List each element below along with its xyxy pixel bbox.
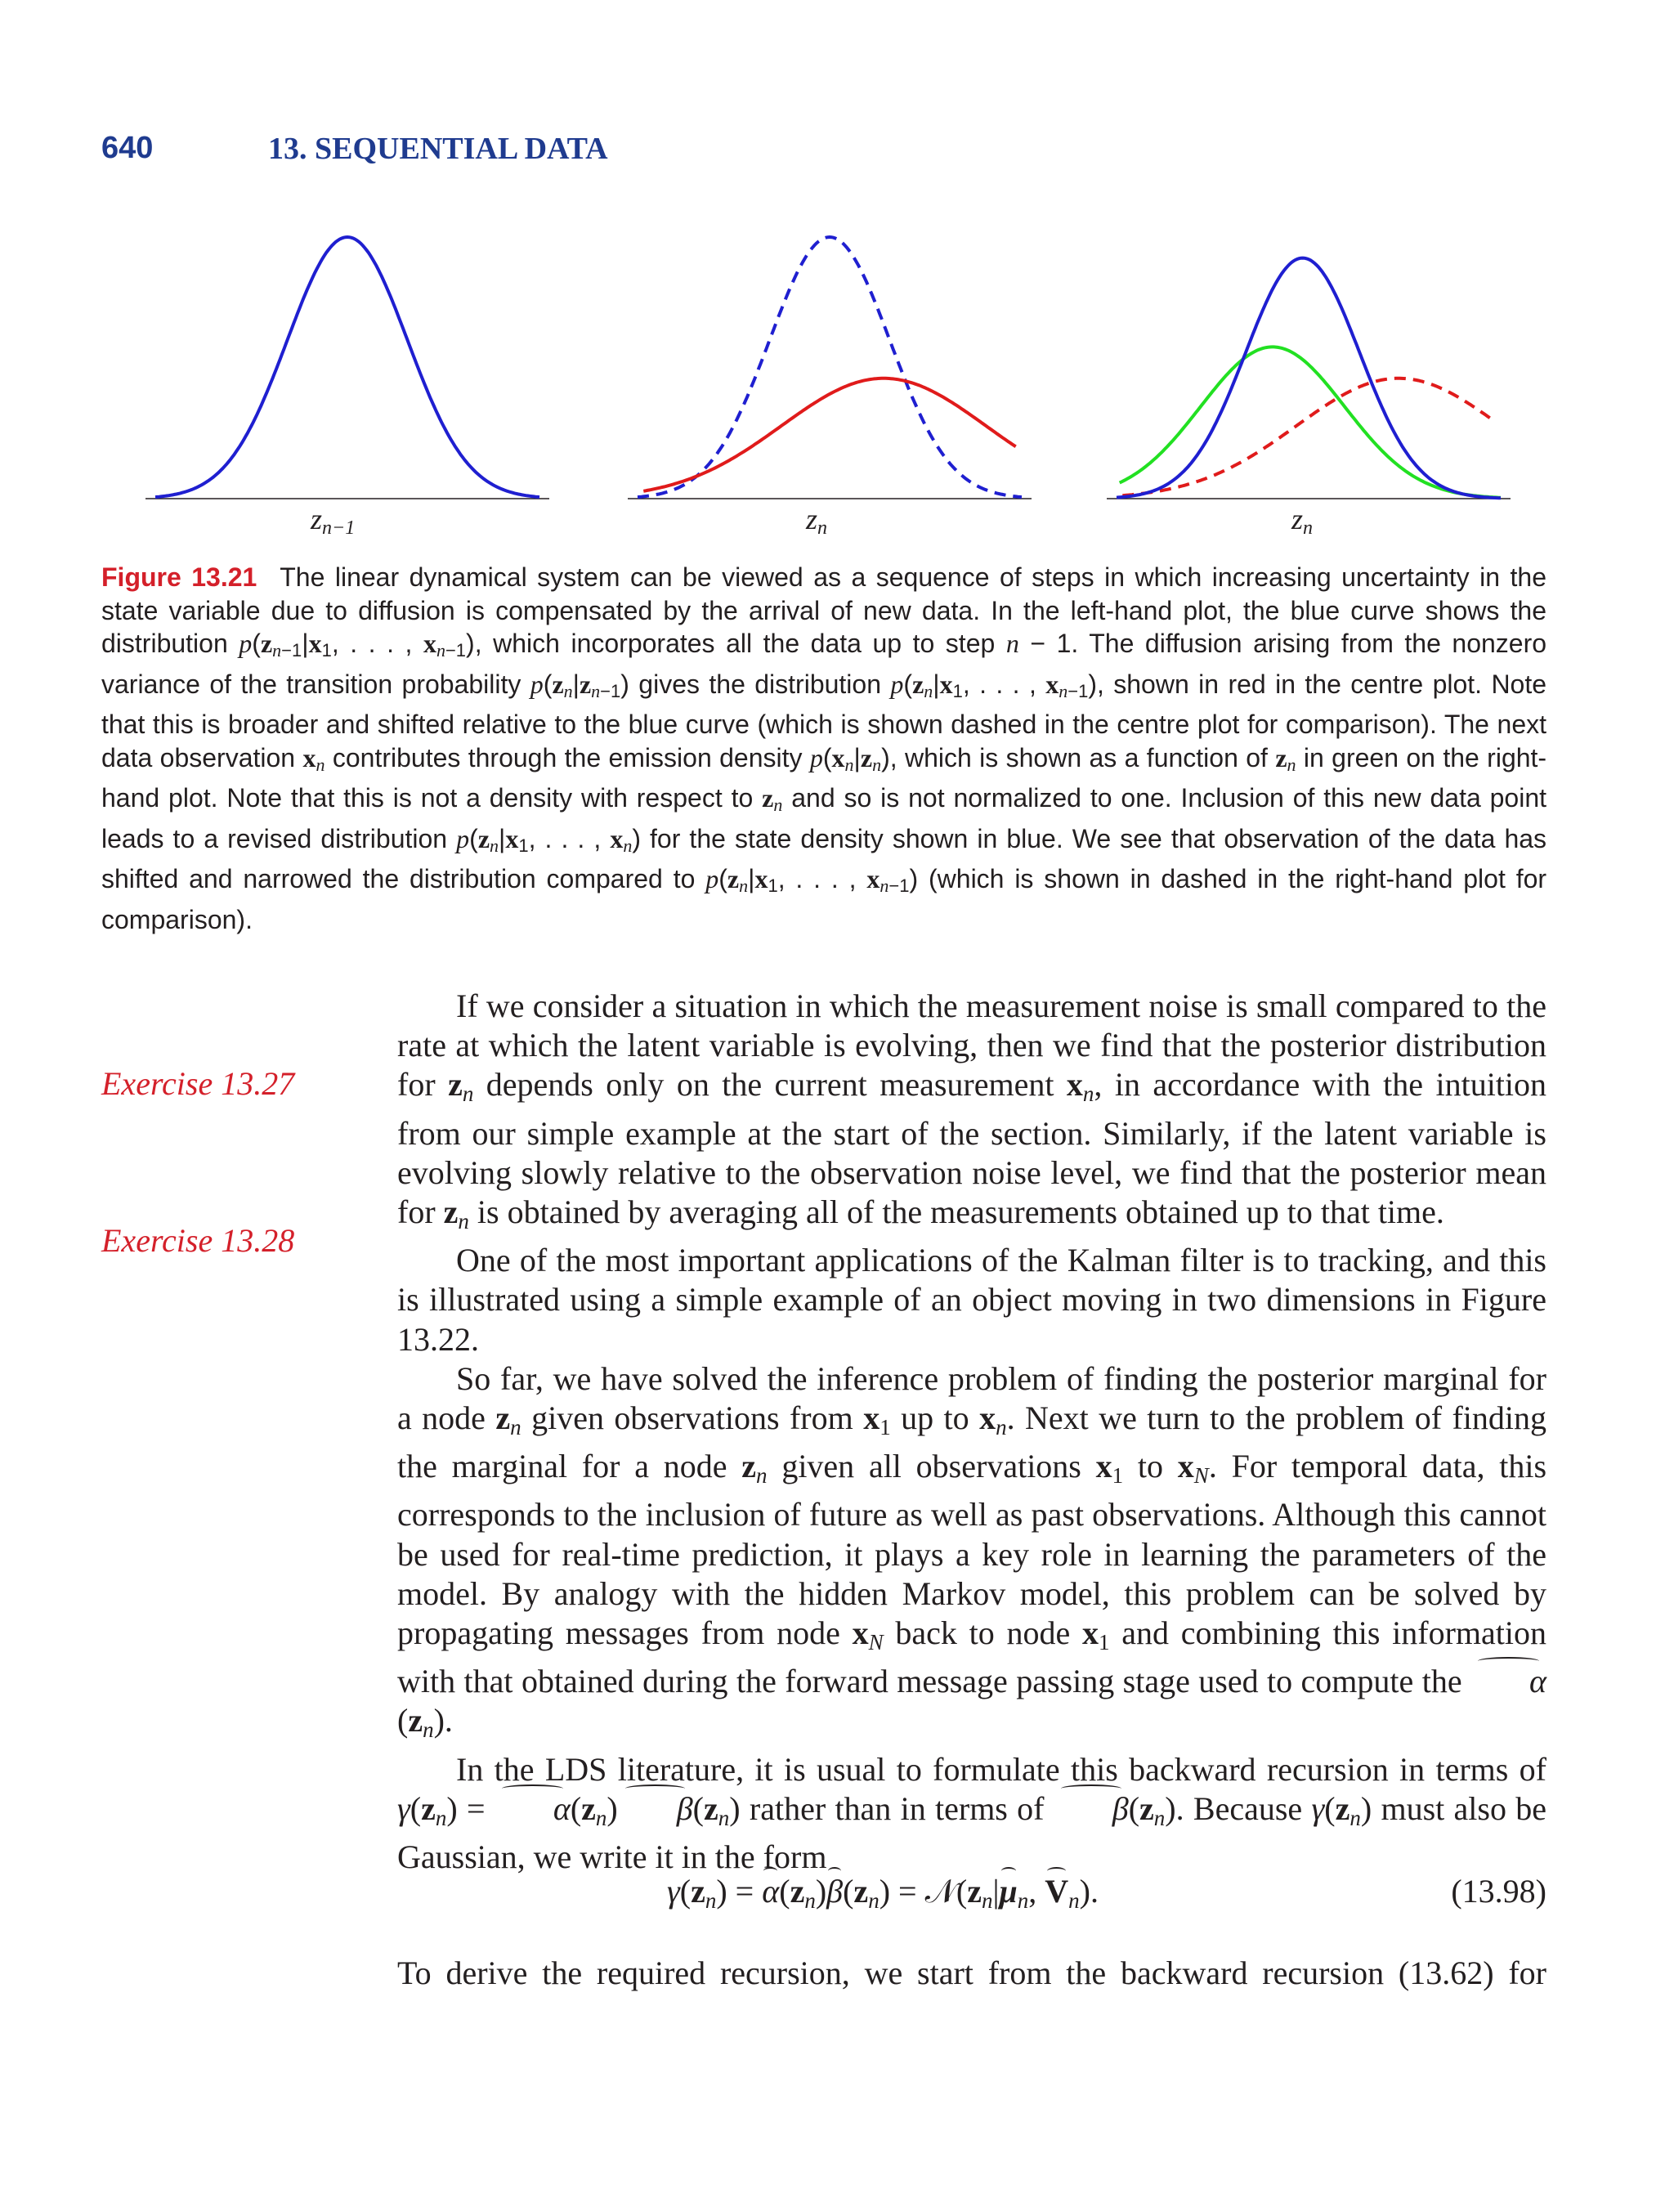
axis-label-right: $z_n$ (1291, 503, 1314, 539)
margin-note-exercise-13-28[interactable]: Exercise 13.28 (101, 1222, 295, 1259)
curve-blue-solid (155, 237, 539, 497)
paragraph-1: If we consider a situation in which the measurement noise is small compared to the rate at which the latent variable is evolving, then we find that the posterior distribution for $z_n$ depends only on the current measurement $x_n$, in accordance with the intuition from our simple example at the start of the section. Similarly, if the latent variable is evolving slowly relative to the observation noise level, we find that the posterior mean for $z_n$ is obtained by averaging all of the measurements obtained up to that time. (397, 987, 1547, 1234)
right-plot (1107, 258, 1511, 499)
chapter-title: 13. SEQUENTIAL DATA (268, 132, 608, 166)
curve-green-solid (1120, 347, 1501, 497)
curve-blue-dashed (638, 237, 1022, 497)
paragraph-5-start: To derive the required recursion, we start from the backward recursion (13.62) for (397, 1955, 1546, 1991)
body-text (397, 987, 1546, 1877)
paragraph-4: In the LDS literature, it is usual to formulate this backward recursion in terms of $\gamma(z_n) = \alpha(z_n)$ $\beta(z_n)$ rather than in terms of $\beta(z_n)$. Because $\gamma(z_n)$ must also be Gaussian, we write it in the form (397, 1750, 1547, 1876)
equation-13-98 (397, 1872, 1546, 1918)
paragraph-3: So far, we have solved the inference problem of finding the posterior marginal for a node $z_n$ given observations from $x_1$ up to $x_n$. Next we turn to the problem of finding the marginal for a node $z_n$ given all observations $x_1$ to $x_N$. For temporal data, this corresponds to the inclusion of future as well as past observations. Although this cannot be used for real-time prediction, it plays a key role in learning the parameters of the model. By analogy with the hidden Markov model, this problem can be solved by propagating messages from node $x_N$ back to node $x_1$ and combining this information with that obtained during the forward message passing stage used to compute the $\alpha(z_n)$. (397, 1359, 1547, 1743)
page-number: 640 (101, 131, 154, 165)
axis-label-centre: $z_n$ (806, 503, 828, 539)
margin-note-exercise-13-27[interactable]: Exercise 13.27 (101, 1065, 295, 1102)
left-plot (145, 237, 549, 499)
figure-label: Figure 13.21 (101, 562, 257, 592)
figure-13-21 (0, 0, 1674, 572)
figure-caption: Figure 13.21 The linear dynamical system can be viewed as a sequence of steps in which increasing uncertainty in the state variable due to diffusion is compensated by the arrival of new data. In the left-hand plot, the blue curve shows the distribution $p(z_{n-1}|x_1$, . . . , $x_{n-1}$), which incorporates all the data up to step n − 1. The diffusion arising from the nonzero variance of the transition probability $p(z_n|z_{n-1})$ gives the distribution $p(z_n|x_1$, . . . , $x_{n-1}$), shown in red in the centre plot. Note that this is broader and shifted relative to the blue curve (which is shown dashed in the centre plot for comparison). The next data observation $x_n$ contributes through the emission density $p(x_n|z_n)$, which is shown as a function of $z_n$ in green on the right-hand plot. Note that this is not a density with respect to $z_n$ and so is not normalized to one. Inclusion of this new data point leads to a revised distribution $p(z_n|x_1$, . . . , $x_n$) for the state density shown in blue. We see that observation of the data has shifted and narrowed the distribution compared to $p(z_n|x_1$, . . . , $x_{n-1}$) (which is shown in dashed in the right-hand plot for comparison). (101, 562, 1547, 934)
curve-red-solid (643, 378, 1015, 491)
paragraph-2: One of the most important applications of the Kalman filter is to tracking, and this is illustrated using a simple example of an object moving in two dimensions in Figure 13.22. (397, 1242, 1546, 1358)
figure-plots (0, 0, 1674, 572)
axis-label-left: $z_{n-1}$ (311, 503, 356, 539)
equation-body: $\gamma(z_n) = \alpha(z_n)\beta(z_n)$ = $𝒩(z_n|\mu_n$, $V_n$). (667, 1873, 1099, 1913)
equation-number: (13.98) (1451, 1873, 1546, 1910)
curve-blue-solid (1117, 258, 1501, 499)
centre-plot (628, 237, 1032, 499)
